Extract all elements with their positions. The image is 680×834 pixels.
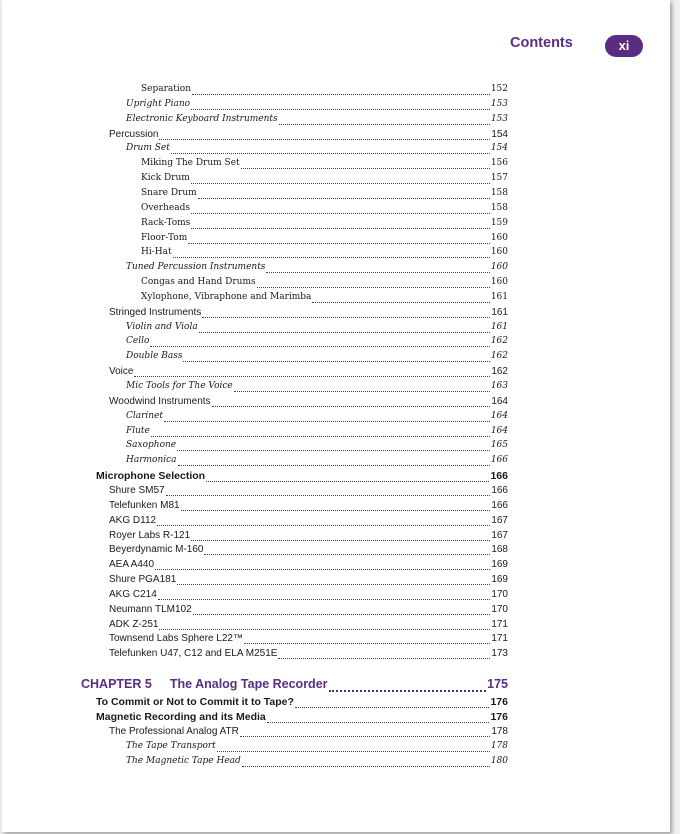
- toc-page-number: 160: [490, 277, 508, 288]
- book-page: [2, 0, 670, 832]
- toc-entry[interactable]: [141, 233, 508, 247]
- dot-leader: [159, 138, 490, 140]
- toc-entry-title: Neumann TLM102: [109, 603, 192, 615]
- toc-entry[interactable]: [109, 559, 508, 573]
- dot-leader: [151, 435, 490, 437]
- dot-leader: [173, 256, 490, 258]
- toc-page-number: 169: [491, 559, 508, 571]
- toc-entry[interactable]: [109, 129, 508, 143]
- toc-entry-title: Percussion: [109, 128, 159, 140]
- dot-leader: [244, 642, 490, 644]
- toc-entry-title: Miking The Drum Set: [141, 158, 240, 169]
- dot-leader: [159, 628, 490, 630]
- dot-leader: [217, 750, 490, 752]
- toc-entry-title: Harmonica: [126, 455, 177, 466]
- toc-entry-title: Voice: [109, 366, 134, 378]
- toc-entry[interactable]: [109, 574, 508, 588]
- toc-page-number: 175: [487, 677, 508, 692]
- dot-leader: [266, 271, 489, 273]
- dot-leader: [177, 583, 490, 585]
- toc-page-number: 166: [491, 499, 508, 511]
- toc-entry[interactable]: [141, 188, 508, 202]
- toc-entry-title: Cello: [126, 336, 150, 347]
- toc-entry[interactable]: [96, 696, 508, 711]
- dot-leader: [191, 212, 490, 214]
- toc-entry-title: Stringed Instruments: [109, 306, 202, 318]
- toc-entry-title: Kick Drum: [141, 173, 190, 184]
- toc-entry-title: Electronic Keyboard Instruments: [126, 113, 278, 124]
- dot-leader: [267, 721, 490, 723]
- toc-entry-title: Xylophone, Vibraphone and Marimba: [141, 291, 312, 302]
- toc-entry[interactable]: [109, 307, 508, 321]
- toc-entry[interactable]: [126, 741, 508, 755]
- toc-page-number: 160: [490, 247, 508, 258]
- dot-leader: [177, 449, 490, 451]
- dot-leader: [134, 375, 490, 377]
- dot-leader: [199, 331, 490, 333]
- toc-entry-title: Hi-Hat: [141, 247, 172, 258]
- toc-page-number: 168: [491, 544, 508, 556]
- dot-leader: [242, 765, 490, 767]
- toc-entry-title: Separation: [141, 84, 191, 94]
- toc-entry[interactable]: [126, 336, 508, 350]
- toc-entry[interactable]: [126, 351, 508, 365]
- toc-page-number: 161: [490, 291, 508, 302]
- dot-leader: [191, 108, 490, 110]
- dot-leader: [193, 613, 491, 615]
- toc-page-number: 159: [490, 217, 508, 228]
- dot-leader: [329, 689, 487, 692]
- toc-entry[interactable]: [126, 99, 508, 113]
- dot-leader: [158, 598, 491, 600]
- dot-leader: [157, 524, 490, 526]
- toc-page-number: 178: [490, 740, 508, 751]
- toc-page-number: 162: [491, 366, 508, 378]
- toc-page-number: 166: [490, 455, 508, 466]
- page-header-title: Contents: [510, 35, 573, 51]
- toc-page-number: 158: [490, 187, 508, 198]
- toc-entry-title: Telefunken U47, C12 and ELA M251E: [109, 648, 278, 660]
- toc-entry[interactable]: [141, 292, 508, 306]
- toc-entry-title: Floor-Tom: [141, 232, 188, 243]
- toc-page-number: 164: [490, 410, 508, 421]
- toc-entry-title: Townsend Labs Sphere L22™: [109, 633, 243, 645]
- dot-leader: [198, 197, 490, 199]
- dot-leader: [181, 509, 491, 511]
- toc-page-number: 167: [491, 514, 508, 526]
- toc-entry[interactable]: [141, 247, 508, 261]
- toc-entry-title: The Tape Transport: [126, 740, 216, 751]
- toc-entry-title: Magnetic Recording and its Media: [96, 711, 266, 723]
- toc-entry[interactable]: [126, 262, 508, 276]
- toc-entry-title: Microphone Selection: [96, 470, 206, 483]
- toc-entry-title: The Professional Analog ATR: [109, 725, 239, 737]
- dot-leader: [241, 167, 490, 169]
- toc-entry[interactable]: [109, 544, 508, 558]
- toc-entry-title: ADK Z-251: [109, 618, 159, 630]
- toc-entry[interactable]: [109, 726, 508, 740]
- toc-page-number: 153: [490, 113, 508, 124]
- toc-entry[interactable]: [109, 619, 508, 633]
- toc-entry[interactable]: [96, 470, 508, 485]
- toc-page-number: 167: [491, 529, 508, 541]
- toc-page-number: 176: [490, 696, 508, 709]
- dot-leader: [202, 316, 490, 318]
- dot-leader: [166, 494, 491, 496]
- toc-entry[interactable]: [109, 589, 508, 603]
- toc-entry[interactable]: [126, 381, 508, 395]
- toc-page-number: 153: [490, 98, 508, 109]
- toc-entry-title: The Magnetic Tape Head: [126, 755, 241, 766]
- toc-page-number: 170: [491, 588, 508, 600]
- dot-leader: [150, 345, 489, 347]
- dot-leader: [234, 390, 490, 392]
- toc-entry[interactable]: [141, 84, 508, 98]
- dot-leader: [171, 152, 490, 154]
- toc-entry[interactable]: [109, 515, 508, 529]
- toc-page-number: 164: [490, 425, 508, 436]
- dot-leader: [192, 93, 490, 95]
- toc-page-number: 171: [491, 633, 508, 645]
- dot-leader: [279, 123, 490, 125]
- toc-page-number: 173: [491, 648, 508, 660]
- toc-entry-title: Woodwind Instruments: [109, 395, 211, 407]
- toc-entry[interactable]: [141, 158, 508, 172]
- toc-page-number: 154: [491, 128, 508, 140]
- toc-entry-title: Telefunken M81: [109, 499, 180, 511]
- toc-page-number: 161: [490, 321, 508, 332]
- toc-entry-title: Rack-Toms: [141, 217, 191, 228]
- toc-page-number: 156: [490, 158, 508, 169]
- toc-entry-title: Flute: [126, 425, 150, 436]
- toc-entry[interactable]: [126, 756, 508, 770]
- toc-entry-title: Congas and Hand Drums: [141, 277, 256, 288]
- toc-entry-title: Overheads: [141, 202, 190, 213]
- toc-page-number: 169: [491, 574, 508, 586]
- toc-entry[interactable]: [109, 500, 508, 514]
- toc-page-number: 180: [490, 755, 508, 766]
- dot-leader: [191, 227, 490, 229]
- toc-page-number: 176: [490, 711, 508, 723]
- dot-leader: [204, 553, 490, 555]
- toc-page-number: 154: [490, 143, 508, 154]
- toc-entry[interactable]: [126, 322, 508, 336]
- dot-leader: [155, 568, 490, 570]
- toc-page-number: 171: [491, 618, 508, 630]
- toc-entry-title: AEA A440: [109, 559, 155, 571]
- toc-entry-title: Beyerdynamic M-160: [109, 544, 204, 556]
- toc-entry-title: Saxophone: [126, 440, 177, 451]
- toc-page-number: 166: [490, 470, 508, 483]
- toc-entry[interactable]: [109, 366, 508, 380]
- toc-entry-title: Royer Labs R-121: [109, 529, 191, 541]
- toc-entry-title: The Analog Tape Recorder: [169, 677, 328, 692]
- toc-page-number: 164: [491, 395, 508, 407]
- toc-entry[interactable]: [126, 440, 508, 454]
- toc-page-number: 170: [491, 603, 508, 615]
- toc-page-number: 162: [490, 336, 508, 347]
- toc-page-number: 157: [490, 173, 508, 184]
- toc-page-number: 158: [490, 202, 508, 213]
- toc-page-number: 162: [490, 351, 508, 362]
- toc-page-number: 161: [491, 306, 508, 318]
- dot-leader: [191, 182, 490, 184]
- toc-entry-title: Snare Drum: [141, 187, 197, 198]
- dot-leader: [212, 405, 491, 407]
- toc-entry-title: Tuned Percussion Instruments: [126, 262, 266, 273]
- toc-entry[interactable]: [109, 396, 508, 410]
- dot-leader: [206, 480, 489, 482]
- toc-entry-title: Shure PGA181: [109, 574, 177, 586]
- toc-page-number: 152: [490, 84, 508, 94]
- toc-page-number: 163: [490, 381, 508, 391]
- page-number-badge: xi: [605, 35, 643, 57]
- toc-entry-title: Upright Piano: [126, 98, 191, 109]
- toc-entry[interactable]: [141, 173, 508, 187]
- toc-entry[interactable]: [126, 426, 508, 440]
- toc-chapter-label: CHAPTER 5: [81, 677, 152, 692]
- toc-entry[interactable]: [109, 633, 508, 647]
- toc-page-number: 165: [490, 440, 508, 451]
- toc-entry[interactable]: [126, 143, 508, 157]
- toc-page-number: 160: [490, 232, 508, 243]
- toc-entry[interactable]: [109, 485, 508, 499]
- dot-leader: [312, 301, 489, 303]
- toc-entry[interactable]: [126, 455, 508, 469]
- toc-entry-title: Clarinet: [126, 410, 164, 421]
- toc-entry[interactable]: [96, 711, 508, 726]
- toc-entry-title: Drum Set: [126, 143, 170, 154]
- toc-page-number: 178: [491, 725, 508, 737]
- dot-leader: [295, 706, 490, 708]
- toc-entry[interactable]: [109, 648, 508, 662]
- toc-entry[interactable]: [141, 218, 508, 232]
- toc-entry-title: AKG D112: [109, 514, 157, 526]
- toc-page-number: 160: [490, 262, 508, 273]
- dot-leader: [164, 420, 490, 422]
- dot-leader: [178, 464, 490, 466]
- toc-entry-title: Violin and Viola: [126, 321, 198, 332]
- toc-entry[interactable]: [141, 277, 508, 291]
- dot-leader: [278, 657, 490, 659]
- toc-chapter-entry[interactable]: [81, 677, 508, 695]
- toc-entry[interactable]: [126, 114, 508, 128]
- dot-leader: [183, 360, 489, 362]
- toc-page-number: 166: [491, 484, 508, 496]
- toc-entry[interactable]: [109, 604, 508, 618]
- toc-entry[interactable]: [109, 530, 508, 544]
- dot-leader: [191, 539, 490, 541]
- toc-entry-title: Shure SM57: [109, 484, 165, 496]
- toc-entry-title: AKG C214: [109, 588, 157, 600]
- toc-entry-title: Mic Tools for The Voice: [126, 381, 233, 391]
- toc-entry-title: Double Bass: [126, 351, 183, 362]
- toc-entry[interactable]: [126, 411, 508, 425]
- dot-leader: [257, 286, 490, 288]
- dot-leader: [240, 735, 490, 737]
- dot-leader: [188, 242, 490, 244]
- toc-entry[interactable]: [141, 203, 508, 217]
- toc-entry-title: To Commit or Not to Commit it to Tape?: [96, 696, 294, 709]
